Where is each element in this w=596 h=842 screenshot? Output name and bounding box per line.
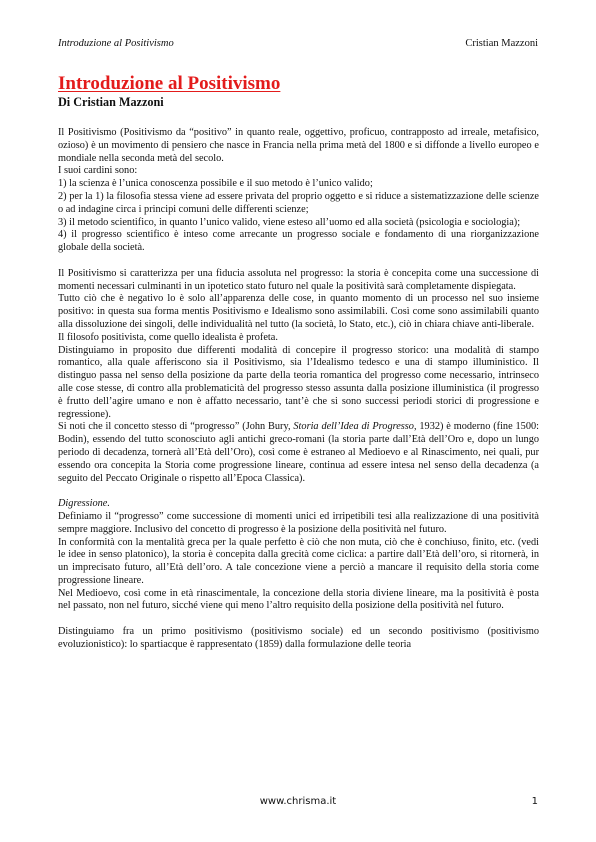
list-item-3: 3) il metodo scientifico, in quanto l’unico valido, viene esteso all’uomo ed alla società (psicologia e sociologia); bbox=[58, 216, 521, 228]
paragraph-definizione: Definiamo il “progresso” come successione di momenti unici ed irripetibili tesi alla realizzazione di una positività sempre maggiore. Inclusivo del concetto di progresso è la posizione della positività nel futuro. bbox=[58, 510, 539, 535]
bury-text-a: Si noti che il concetto stesso di “progresso” (John Bury, bbox=[58, 421, 294, 433]
paragraph-gap bbox=[58, 255, 539, 268]
bury-text-b: , 1932) è moderno (fine 1500: Bodin), essendo del tutto sconosciuto agli antichi greco-romani (la storia parte dall’Età dell’Oro e, dopo un lungo periodo di decadenza, tornerà all’Età dell’Oro), così come è estraneo al Medioevo e al Rinascimento, nei quali, pur essendo ora concepita la Storia come progressione lineare, continua ad essere intesa nel senso della decadenza (a seguito del Peccato Originale o rispetto all’Epoca Classica). bbox=[58, 421, 539, 484]
paragraph-progresso: Il Positivismo si caratterizza per una fiducia assoluta nel progresso: la storia è concepita come una successione di momenti necessari culminanti in un ipotetico stato futuro nel quale la positività sarà completamente dispiegata. bbox=[58, 267, 539, 292]
document-author: Di Cristian Mazzoni bbox=[58, 95, 164, 109]
header-author: Cristian Mazzoni bbox=[465, 38, 538, 49]
list-item-2: 2) per la 1) la filosofia stessa viene ad essere privata del proprio oggetto e si riduce a sistematizzazione delle scienze o ad indagine circa i principi comuni delle differenti scienze; bbox=[58, 190, 539, 215]
paragraph-intro: Il Positivismo (Positivismo da “positivo” in quanto reale, oggettivo, proficuo, contrapposto ad irreale, metafisico, ozioso) è un movimento di pensiero che nasce in Francia nella prima metà del 1800 e si diffonde a livello europeo e mondiale nella seconda metà del secolo. bbox=[58, 127, 539, 164]
paragraph-negativo: Tutto ciò che è negativo lo è solo all’apparenza delle cose, in quanto momento di un processo nel suo insieme positivo: in questa sua forma mentis Positivismo e Idealismo sono assimilabili. Così come sono assimilabili quanto alla dissoluzione dei singoli, delle individualità nel tutto (la società, lo Stato, etc.), ciò in chiara chiave anti-liberale. bbox=[58, 293, 539, 330]
list-item-4: 4) il progresso scientifico è inteso come arrecante un progresso sociale e fondamento di una riorganizzazione globale della società. bbox=[58, 229, 539, 254]
paragraph-distinguiamo: Distinguiamo in proposito due differenti modalità di concepire il progresso storico: una modalità di stampo romantico, alla quale afferiscono sia il Positivismo, sia l’Idealismo tedesco e una di stampo illuministico. Il distinguo passa nel senso della posizione da parte della teoria romantica del progresso come necessario, intrinseco alle cose stesse, di contro alla problematicità del progresso stesso assunta dalla posizione illuministica (il progresso è frutto dell’agire umano e non è affatto necessario, tant’è che si sono successi periodi storici di progressione e regressione). bbox=[58, 344, 539, 420]
paragraph-profeta: Il filosofo positivista, come quello idealista è profeta. bbox=[58, 331, 278, 343]
book-title: Storia dell’Idea di Progresso bbox=[293, 421, 414, 433]
document-body bbox=[58, 73, 539, 652]
page-number: 1 bbox=[531, 796, 538, 807]
paragraph-gap bbox=[58, 613, 539, 626]
digression-heading: Digressione. bbox=[58, 498, 110, 510]
paragraph-gap bbox=[58, 485, 539, 498]
footer-website: www.chrisma.it bbox=[259, 796, 337, 807]
paragraph-bury bbox=[58, 421, 539, 485]
running-header bbox=[58, 38, 538, 49]
paragraph-medioevo: Nel Medioevo, così come in età rinascimentale, la concezione della storia diviene lineare, ma la positività è posta nel passato, non nel futuro, sicché viene qui meno l’altro requisito della posizione della positività nel futuro. bbox=[58, 587, 539, 612]
list-item-1: 1) la scienza è l’unica conoscenza possibile e il suo metodo è l’unico valido; bbox=[58, 178, 373, 190]
document-title: Introduzione al Positivismo bbox=[58, 73, 281, 94]
paragraph-grecita: In conformità con la mentalità greca per la quale perfetto è ciò che non muta, ciò che è conchiuso, finito, etc. (vedi le idee in senso platonico), la storia è concepita dalla grecità come ciclica: a partire dall’Età dell’oro, si ritornerà, in un imprecisato futuro, all’Età dell’oro. A tale concezione viene a perciò a mancare il requisito della storia come progressione lineare. bbox=[58, 536, 539, 586]
paragraph-cardini-intro: I suoi cardini sono: bbox=[58, 165, 138, 177]
paragraph-distinguiamo-positivismi: Distinguiamo fra un primo positivismo (positivismo sociale) ed un secondo positivismo (positivismo evoluzionistico): lo spartiacque è rappresentato (1859) dalla formulazione delle teoria bbox=[58, 626, 539, 650]
header-doc-title: Introduzione al Positivismo bbox=[58, 38, 174, 49]
